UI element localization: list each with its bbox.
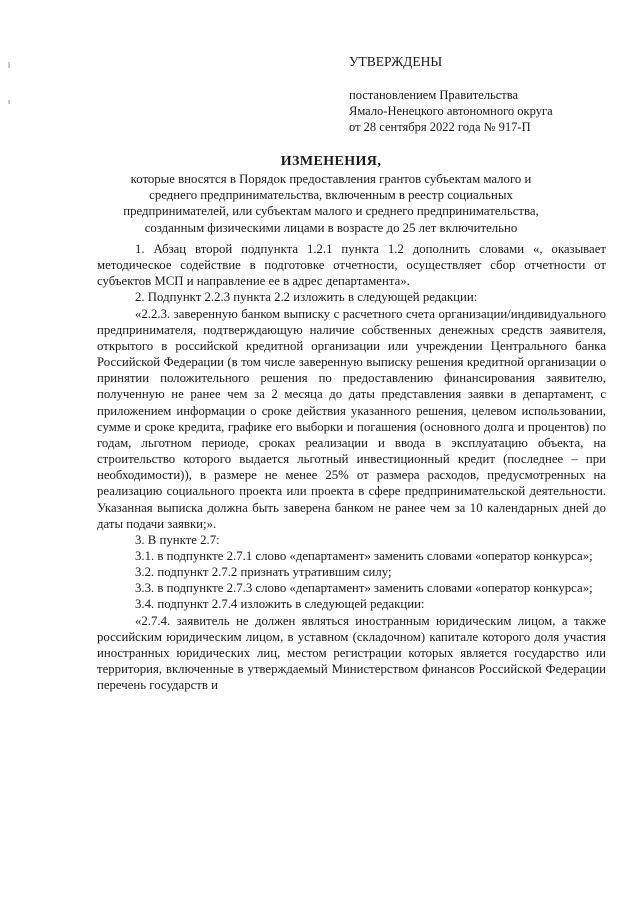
body-paragraph: 3.1. в подпункте 2.7.1 слово «департамент» заменить словами «оператор конкурса»; <box>135 548 593 563</box>
body-paragraph: «2.7.4. заявитель не должен являться иностранным юридическим лицом, а также российским юридическим лицом, в уставном (складочном) капитале которого доля участия иностранных юридических лиц, местом регистрации которых является государство или территория, включенные в утверждаемый Министерством финансов Российской Федерации перечень государств и <box>97 613 606 693</box>
approval-line: от 28 сентября 2022 года № 917-П <box>349 120 531 134</box>
scan-edge-mark <box>8 100 10 104</box>
document-subtitle-line: созданным физическими лицами в возрасте до 25 лет включительно <box>144 220 518 235</box>
approval-line: Ямало-Ненецкого автономного округа <box>349 104 553 118</box>
body-paragraph: 3. В пункте 2.7: <box>135 532 220 547</box>
approval-line: постановлением Правительства <box>349 88 519 102</box>
document-subtitle-line: среднего предпринимательства, включенным в реестр социальных <box>149 188 513 203</box>
scan-edge-mark <box>8 62 10 68</box>
document-body <box>97 241 606 693</box>
body-paragraph: 3.2. подпункт 2.7.2 признать утратившим силу; <box>135 565 392 580</box>
document-title: ИЗМЕНЕНИЯ, <box>280 154 382 169</box>
body-paragraph: 3.4. подпункт 2.7.4 изложить в следующей редакции: <box>135 597 425 612</box>
body-paragraph: «2.2.3. заверенную банком выписку с расчетного счета организации/индивидуального предпринимателя, подтверждающую наличие собственных денежных средств заявителя, открытого в российской кредитной организации или учреждении Центрального банка Российской Федерации (в том числе заверенную выписку решения кредитной организации о принятии положительного решения по предоставлению финансирования заявителю, полученную не ранее чем за 2 месяца до даты представления заявки в департамент, с приложением информации о сроке действия указанного решения, целевом использовании, сумме и сроке кредита, графике его выборки и погашения (основного долга и процентов) по годам, льготном периоде, сроках реализации и ввода в эксплуатацию объекта, на строительство которого выдается льготный инвестиционный кредит (последнее – при необходимости)), в размере не менее 25% от размера расходов, предусмотренных на реализацию социального проекта или проекта в сфере предпринимательской деятельности. Указанная выписка должна быть заверена банком не ранее чем за 10 календарных дней до даты подачи заявки;». <box>97 306 606 531</box>
approval-block <box>349 53 619 135</box>
body-paragraph: 2. Подпункт 2.2.3 пункта 2.2 изложить в следующей редакции: <box>135 290 478 305</box>
body-paragraph: 3.3. в подпункте 2.7.3 слово «департамент» заменить словами «оператор конкурса»; <box>135 581 593 596</box>
approval-stamp: УТВЕРЖДЕНЫ <box>349 54 443 69</box>
document-subtitle-line: которые вносятся в Порядок предоставления грантов субъектам малого и <box>130 172 532 186</box>
document-heading <box>96 153 566 236</box>
body-paragraph: 1. Абзац второй подпункта 1.2.1 пункта 1.2 дополнить словами «, оказывает методическое содействие в подготовке отчетности, осуществляет сбор отчетности от субъектов МСП и направление ее в адрес департамента». <box>97 242 606 289</box>
document-subtitle-line: предпринимателей, или субъектам малого и среднего предпринимательства, <box>123 204 539 219</box>
